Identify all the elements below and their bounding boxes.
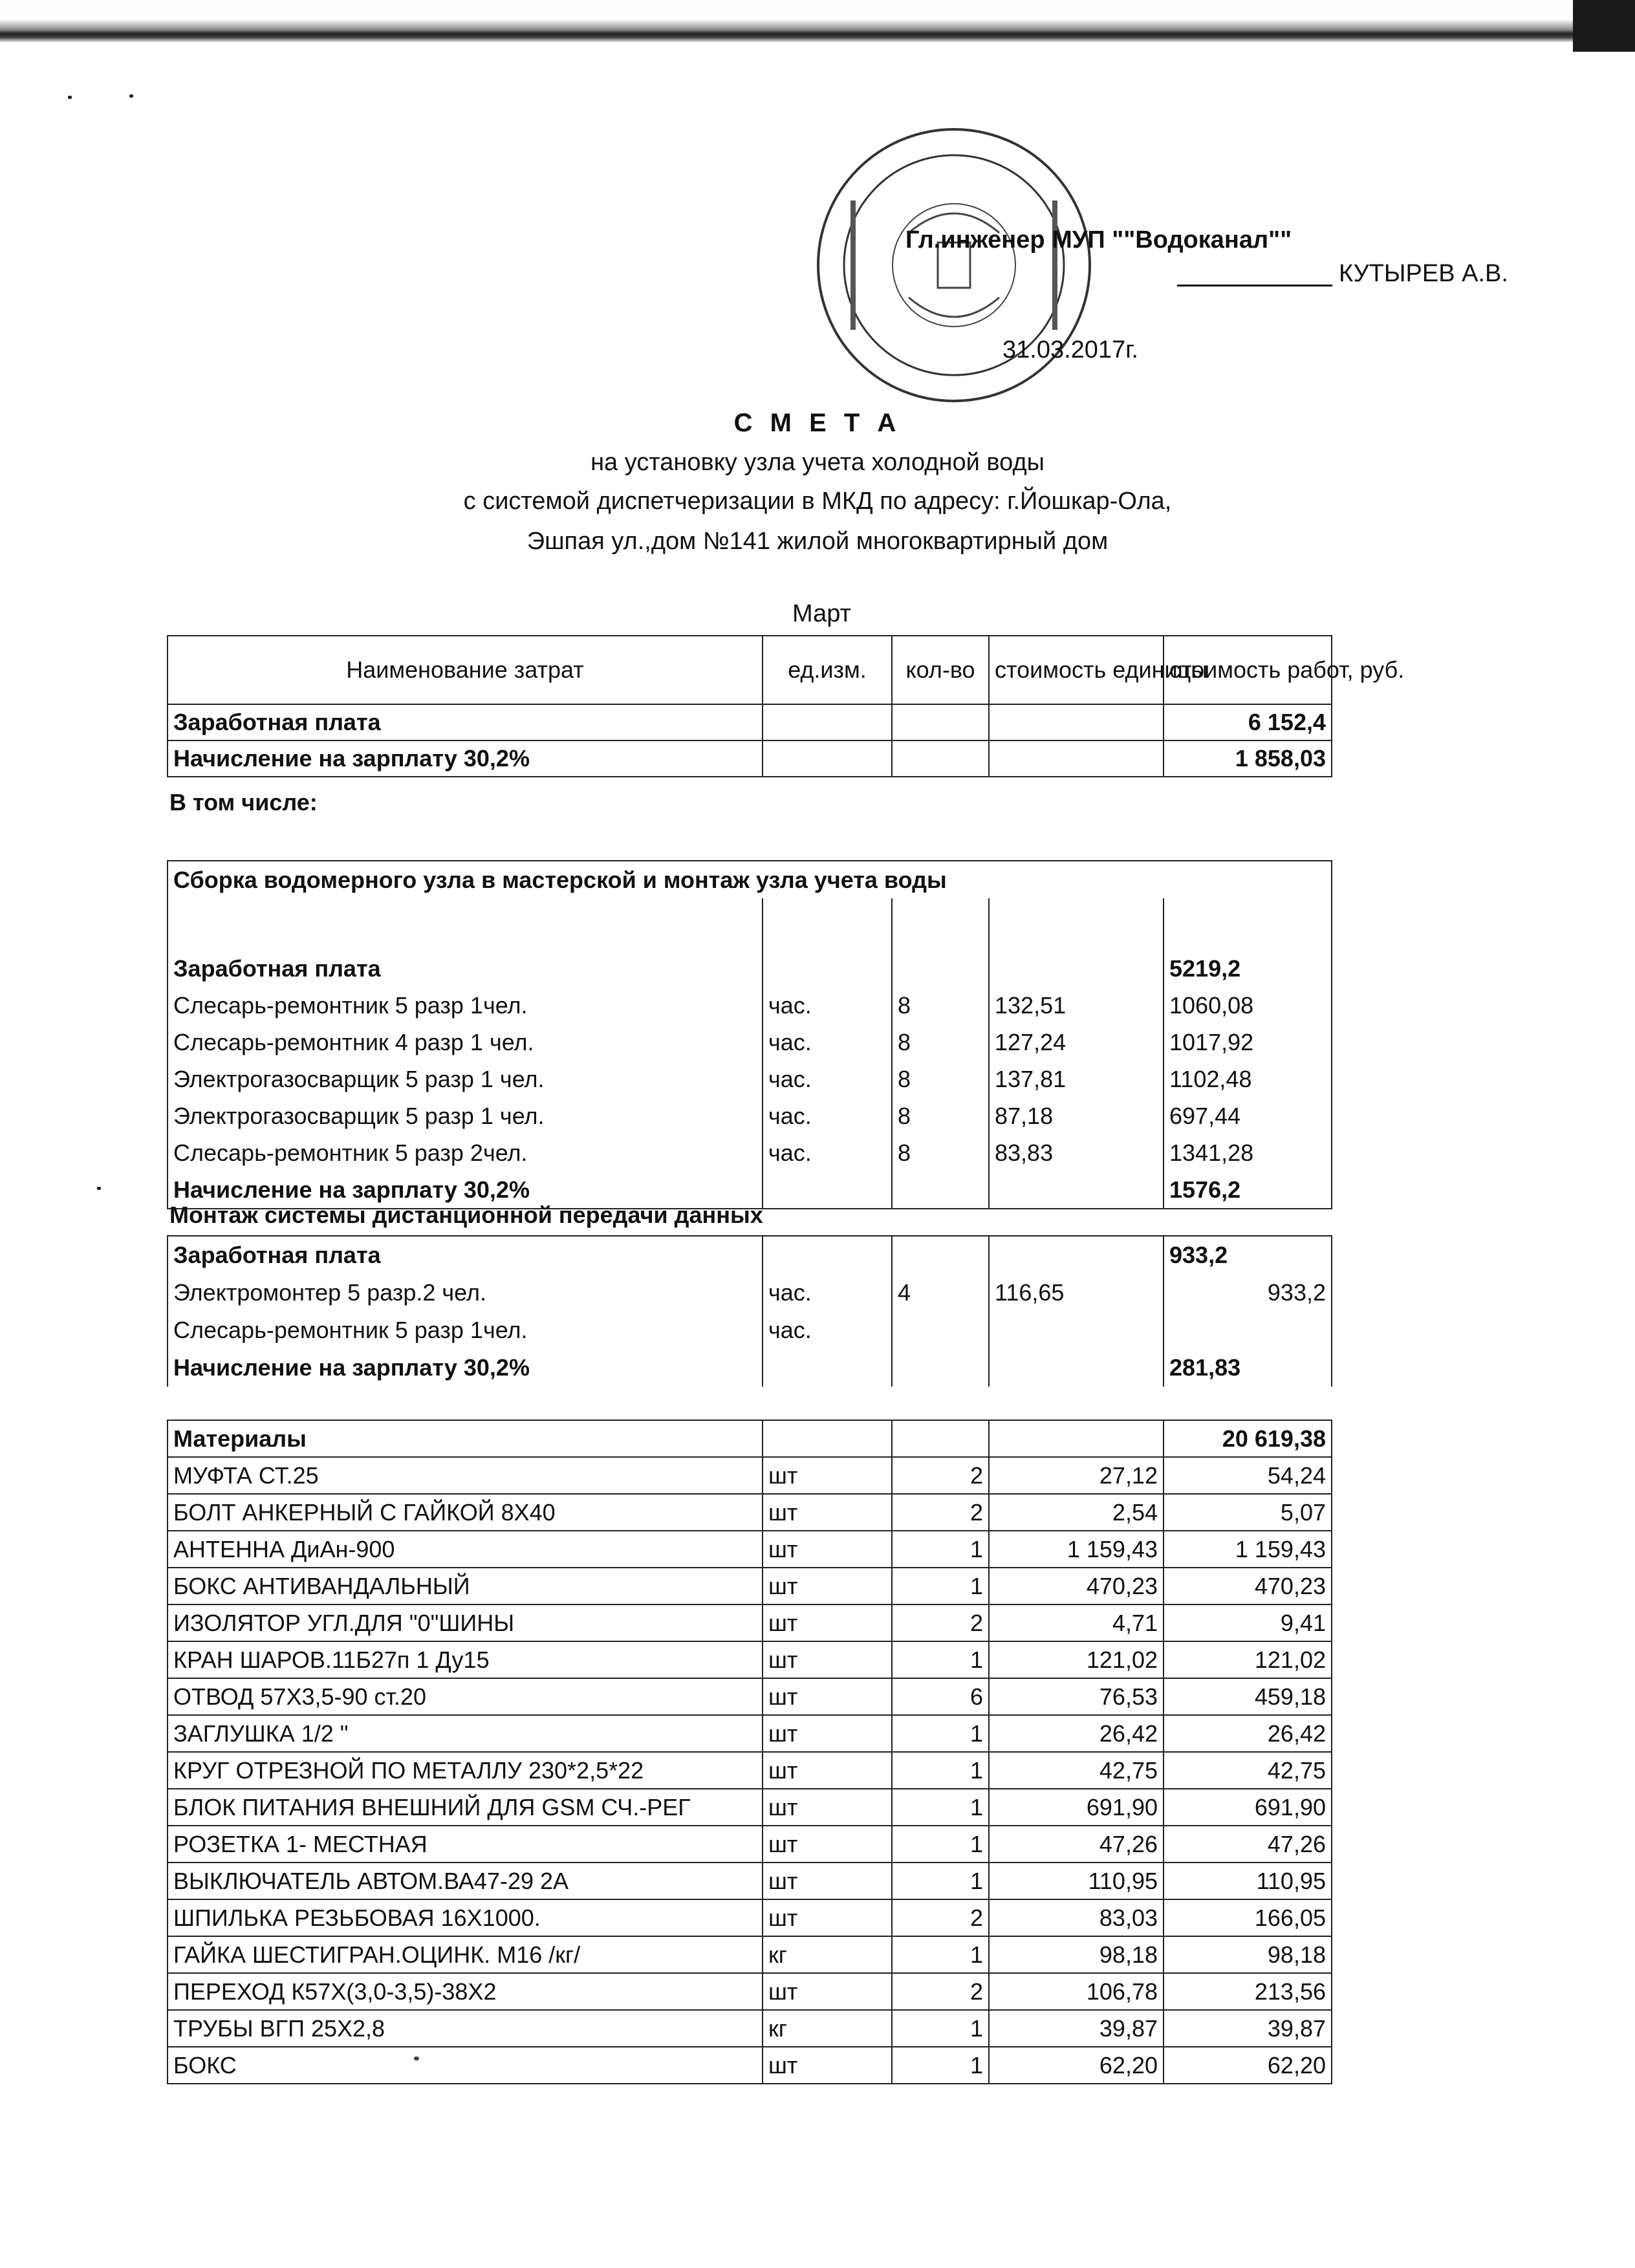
material-row xyxy=(168,1678,1332,1715)
material-price: 110,95 xyxy=(989,1863,1164,1899)
material-qty: 2 xyxy=(892,1973,989,2010)
material-total: 26,42 xyxy=(1164,1715,1332,1752)
row-unit: час. xyxy=(763,1097,892,1134)
row-name: Начисление на зарплату 30,2% xyxy=(168,740,763,777)
document-title: С М Е Т А xyxy=(733,409,902,437)
material-row xyxy=(168,1568,1332,1604)
material-unit: шт xyxy=(763,1568,892,1604)
material-qty: 1 xyxy=(892,1752,989,1789)
row-total: 933,2 xyxy=(1164,1274,1332,1312)
material-total: 98,18 xyxy=(1164,1936,1332,1973)
material-price: 1 159,43 xyxy=(989,1531,1164,1568)
material-name: ИЗОЛЯТОР УГЛ.ДЛЯ "0"ШИНЫ xyxy=(168,1604,763,1641)
approval-date: 31.03.2017г. xyxy=(1002,336,1138,363)
including-label: В том числе: xyxy=(169,789,318,815)
table-row xyxy=(168,740,1332,777)
row-price: 83,83 xyxy=(989,1134,1164,1171)
row-unit: час. xyxy=(763,1134,892,1171)
material-unit: шт xyxy=(763,1789,892,1826)
approval-block xyxy=(841,226,1508,369)
material-row xyxy=(168,1457,1332,1494)
material-total: 121,02 xyxy=(1164,1641,1332,1678)
row-qty xyxy=(892,1312,989,1349)
table-row xyxy=(168,1312,1332,1349)
material-row xyxy=(168,1899,1332,1936)
material-unit: шт xyxy=(763,2047,892,2084)
material-name: РОЗЕТКА 1- МЕСТНАЯ xyxy=(168,1826,763,1863)
material-total: 62,20 xyxy=(1164,2047,1332,2084)
material-price: 106,78 xyxy=(989,1973,1164,2010)
header-name: Наименование затрат xyxy=(168,636,763,704)
summary-table xyxy=(167,635,1405,777)
approver-name: КУТЫРЕВ А.В. xyxy=(1339,260,1508,287)
material-qty: 1 xyxy=(892,1641,989,1678)
wage-label: Заработная плата xyxy=(168,1236,763,1274)
scan-speck xyxy=(97,1187,101,1190)
material-price: 26,42 xyxy=(989,1715,1164,1752)
material-row xyxy=(168,1531,1332,1568)
row-name: Слесарь-ремонтник 5 разр 1чел. xyxy=(168,1312,763,1349)
row-unit: час. xyxy=(763,987,892,1024)
material-row xyxy=(168,1715,1332,1752)
material-row xyxy=(168,2010,1332,2047)
material-name: ЗАГЛУШКА 1/2 " xyxy=(168,1715,763,1752)
material-qty: 2 xyxy=(892,1494,989,1531)
accrual-total: 1576,2 xyxy=(1164,1171,1332,1209)
material-price: 76,53 xyxy=(989,1678,1164,1715)
material-unit: шт xyxy=(763,1678,892,1715)
material-price: 470,23 xyxy=(989,1568,1164,1604)
material-price: 2,54 xyxy=(989,1494,1164,1531)
scan-speck xyxy=(129,94,133,98)
row-name: Электрогазосварщик 5 разр 1 чел. xyxy=(168,1061,763,1097)
row-unit: час. xyxy=(763,1024,892,1061)
table-row xyxy=(168,1134,1332,1171)
row-qty: 8 xyxy=(892,1097,989,1134)
row-qty: 8 xyxy=(892,1024,989,1061)
approval-title: Гл.инженер МУП ""Водоканал"" xyxy=(905,226,1292,254)
row-unit: час. xyxy=(763,1274,892,1312)
material-row xyxy=(168,1826,1332,1863)
material-unit: шт xyxy=(763,1863,892,1899)
material-qty: 1 xyxy=(892,1863,989,1899)
scan-border-top xyxy=(0,0,1635,43)
month-label: Март xyxy=(792,600,851,627)
wage-total: 5219,2 xyxy=(1164,950,1332,987)
accrual-total: 281,83 xyxy=(1164,1349,1332,1387)
material-name: ШПИЛЬКА РЕЗЬБОВАЯ 16Х1000. xyxy=(168,1899,763,1936)
row-name: Слесарь-ремонтник 4 разр 1 чел. xyxy=(168,1024,763,1061)
material-total: 39,87 xyxy=(1164,2010,1332,2047)
header-qty: кол-во xyxy=(892,636,989,704)
materials-label: Материалы xyxy=(168,1420,763,1457)
row-price: 87,18 xyxy=(989,1097,1164,1134)
material-total: 470,23 xyxy=(1164,1568,1332,1604)
row-price: 132,51 xyxy=(989,987,1164,1024)
material-name: ТРУБЫ ВГП 25Х2,8 xyxy=(168,2010,763,2047)
scan-speck xyxy=(414,2057,419,2060)
material-unit: шт xyxy=(763,1826,892,1863)
material-row xyxy=(168,1936,1332,1973)
materials-total: 20 619,38 xyxy=(1164,1420,1332,1457)
material-qty: 2 xyxy=(892,1899,989,1936)
material-name: МУФТА СТ.25 xyxy=(168,1457,763,1494)
material-total: 459,18 xyxy=(1164,1678,1332,1715)
spacer-row xyxy=(168,898,1332,950)
material-price: 4,71 xyxy=(989,1604,1164,1641)
accrual-row xyxy=(168,1349,1332,1387)
wage-row xyxy=(168,1236,1332,1274)
material-price: 98,18 xyxy=(989,1936,1164,1973)
material-name: ОТВОД 57Х3,5-90 ст.20 xyxy=(168,1678,763,1715)
material-name: БОКС xyxy=(168,2047,763,2084)
material-total: 5,07 xyxy=(1164,1494,1332,1531)
material-unit: шт xyxy=(763,1604,892,1641)
header-unit-price: стоимость единицы xyxy=(989,636,1164,704)
material-total: 54,24 xyxy=(1164,1457,1332,1494)
accrual-label: Начисление на зарплату 30,2% xyxy=(168,1171,763,1209)
material-name: ГАЙКА ШЕСТИГРАН.ОЦИНК. М16 /кг/ xyxy=(168,1936,763,1973)
material-total: 47,26 xyxy=(1164,1826,1332,1863)
material-total: 110,95 xyxy=(1164,1863,1332,1899)
material-name: ВЫКЛЮЧАТЕЛЬ АВТОМ.ВА47-29 2А xyxy=(168,1863,763,1899)
material-qty: 2 xyxy=(892,1604,989,1641)
material-row xyxy=(168,1863,1332,1899)
row-price: 127,24 xyxy=(989,1024,1164,1061)
material-row xyxy=(168,1973,1332,2010)
assembly-section-table xyxy=(167,860,1332,1209)
row-unit: час. xyxy=(763,1061,892,1097)
table-row xyxy=(168,704,1332,740)
materials-table xyxy=(167,1420,1332,2084)
material-name: ПЕРЕХОД К57Х(3,0-3,5)-38Х2 xyxy=(168,1973,763,2010)
material-total: 9,41 xyxy=(1164,1604,1332,1641)
document-subtitle-2: с системой диспетчеризации в МКД по адресу: г.Йошкар-Ола, xyxy=(463,488,1172,515)
material-row xyxy=(168,1789,1332,1826)
material-name: БОКС АНТИВАНДАЛЬНЫЙ xyxy=(168,1568,763,1604)
table-header-row xyxy=(168,636,1332,704)
material-qty: 2 xyxy=(892,1457,989,1494)
row-qty: 8 xyxy=(892,1134,989,1171)
section-title-row xyxy=(168,861,1332,898)
material-qty: 1 xyxy=(892,2047,989,2084)
material-price: 83,03 xyxy=(989,1899,1164,1936)
material-row xyxy=(168,1494,1332,1531)
material-row xyxy=(168,1752,1332,1789)
material-unit: шт xyxy=(763,1899,892,1936)
material-unit: шт xyxy=(763,1494,892,1531)
row-name: Слесарь-ремонтник 5 разр 2чел. xyxy=(168,1134,763,1171)
row-total: 1102,48 xyxy=(1164,1061,1332,1097)
material-unit: шт xyxy=(763,1641,892,1678)
material-name: БЛОК ПИТАНИЯ ВНЕШНИЙ ДЛЯ GSM СЧ.-РЕГ xyxy=(168,1789,763,1826)
material-qty: 6 xyxy=(892,1678,989,1715)
material-price: 691,90 xyxy=(989,1789,1164,1826)
wage-row xyxy=(168,950,1332,987)
material-name: БОЛТ АНКЕРНЫЙ С ГАЙКОЙ 8Х40 xyxy=(168,1494,763,1531)
header-unit: ед.изм. xyxy=(763,636,892,704)
material-total: 1 159,43 xyxy=(1164,1531,1332,1568)
material-row xyxy=(168,1604,1332,1641)
row-total xyxy=(1164,1312,1332,1349)
material-total: 691,90 xyxy=(1164,1789,1332,1826)
material-total: 42,75 xyxy=(1164,1752,1332,1789)
material-qty: 1 xyxy=(892,1936,989,1973)
table-row xyxy=(168,1274,1332,1312)
row-name: Заработная плата xyxy=(168,704,763,740)
material-qty: 1 xyxy=(892,2010,989,2047)
material-price: 27,12 xyxy=(989,1457,1164,1494)
row-price: 116,65 xyxy=(989,1274,1164,1312)
row-qty: 8 xyxy=(892,1061,989,1097)
row-price: 137,81 xyxy=(989,1061,1164,1097)
material-unit: шт xyxy=(763,1715,892,1752)
material-name: КРУГ ОТРЕЗНОЙ ПО МЕТАЛЛУ 230*2,5*22 xyxy=(168,1752,763,1789)
assembly-section-title: Сборка водомерного узла в мастерской и монтаж узла учета воды xyxy=(168,861,1332,898)
document-subtitle-3: Эшпая ул.,дом №141 жилой многоквартирный дом xyxy=(526,528,1109,555)
material-total: 213,56 xyxy=(1164,1973,1332,2010)
row-total: 1 858,03 xyxy=(1164,740,1332,777)
dispatch-section-table xyxy=(167,1235,1332,1387)
materials-body xyxy=(168,1457,1332,2084)
row-unit: час. xyxy=(763,1312,892,1349)
row-name: Электрогазосварщик 5 разр 1 чел. xyxy=(168,1097,763,1134)
material-unit: шт xyxy=(763,1457,892,1494)
row-price xyxy=(989,1312,1164,1349)
material-price: 47,26 xyxy=(989,1826,1164,1863)
wage-label: Заработная плата xyxy=(168,950,763,987)
row-qty: 8 xyxy=(892,987,989,1024)
materials-header-row xyxy=(168,1420,1332,1457)
material-row xyxy=(168,2047,1332,2084)
row-total: 6 152,4 xyxy=(1164,704,1332,740)
row-total: 1341,28 xyxy=(1164,1134,1332,1171)
dispatch-section-title: Монтаж системы дистанционной передачи данных xyxy=(169,1202,763,1228)
material-name: КРАН ШАРОВ.11Б27п 1 Ду15 xyxy=(168,1641,763,1678)
wage-total: 933,2 xyxy=(1164,1236,1332,1274)
material-row xyxy=(168,1641,1332,1678)
material-unit: шт xyxy=(763,1531,892,1568)
table-row xyxy=(168,1061,1332,1097)
row-qty: 4 xyxy=(892,1274,989,1312)
table-row xyxy=(168,1024,1332,1061)
material-qty: 1 xyxy=(892,1568,989,1604)
material-total: 166,05 xyxy=(1164,1899,1332,1936)
table-row xyxy=(168,1097,1332,1134)
material-price: 42,75 xyxy=(989,1752,1164,1789)
material-unit: кг xyxy=(763,1936,892,1973)
material-price: 62,20 xyxy=(989,2047,1164,2084)
document-subtitle-1: на установку узла учета холодной воды xyxy=(590,449,1045,476)
row-name: Слесарь-ремонтник 5 разр 1чел. xyxy=(168,987,763,1024)
row-total: 1017,92 xyxy=(1164,1024,1332,1061)
material-name: АНТЕННА ДиАн-900 xyxy=(168,1531,763,1568)
accrual-label: Начисление на зарплату 30,2% xyxy=(168,1349,763,1387)
table-row xyxy=(168,987,1332,1024)
material-qty: 1 xyxy=(892,1715,989,1752)
material-unit: кг xyxy=(763,2010,892,2047)
material-unit: шт xyxy=(763,1973,892,2010)
material-qty: 1 xyxy=(892,1789,989,1826)
row-total: 1060,08 xyxy=(1164,987,1332,1024)
material-unit: шт xyxy=(763,1752,892,1789)
material-price: 39,87 xyxy=(989,2010,1164,2047)
material-qty: 1 xyxy=(892,1826,989,1863)
row-name: Электромонтер 5 разр.2 чел. xyxy=(168,1274,763,1312)
scan-speck xyxy=(68,96,72,99)
scan-corner xyxy=(1573,0,1635,52)
material-price: 121,02 xyxy=(989,1641,1164,1678)
material-qty: 1 xyxy=(892,1531,989,1568)
header-total: стоимость работ, руб. xyxy=(1164,636,1332,704)
row-total: 697,44 xyxy=(1164,1097,1332,1134)
